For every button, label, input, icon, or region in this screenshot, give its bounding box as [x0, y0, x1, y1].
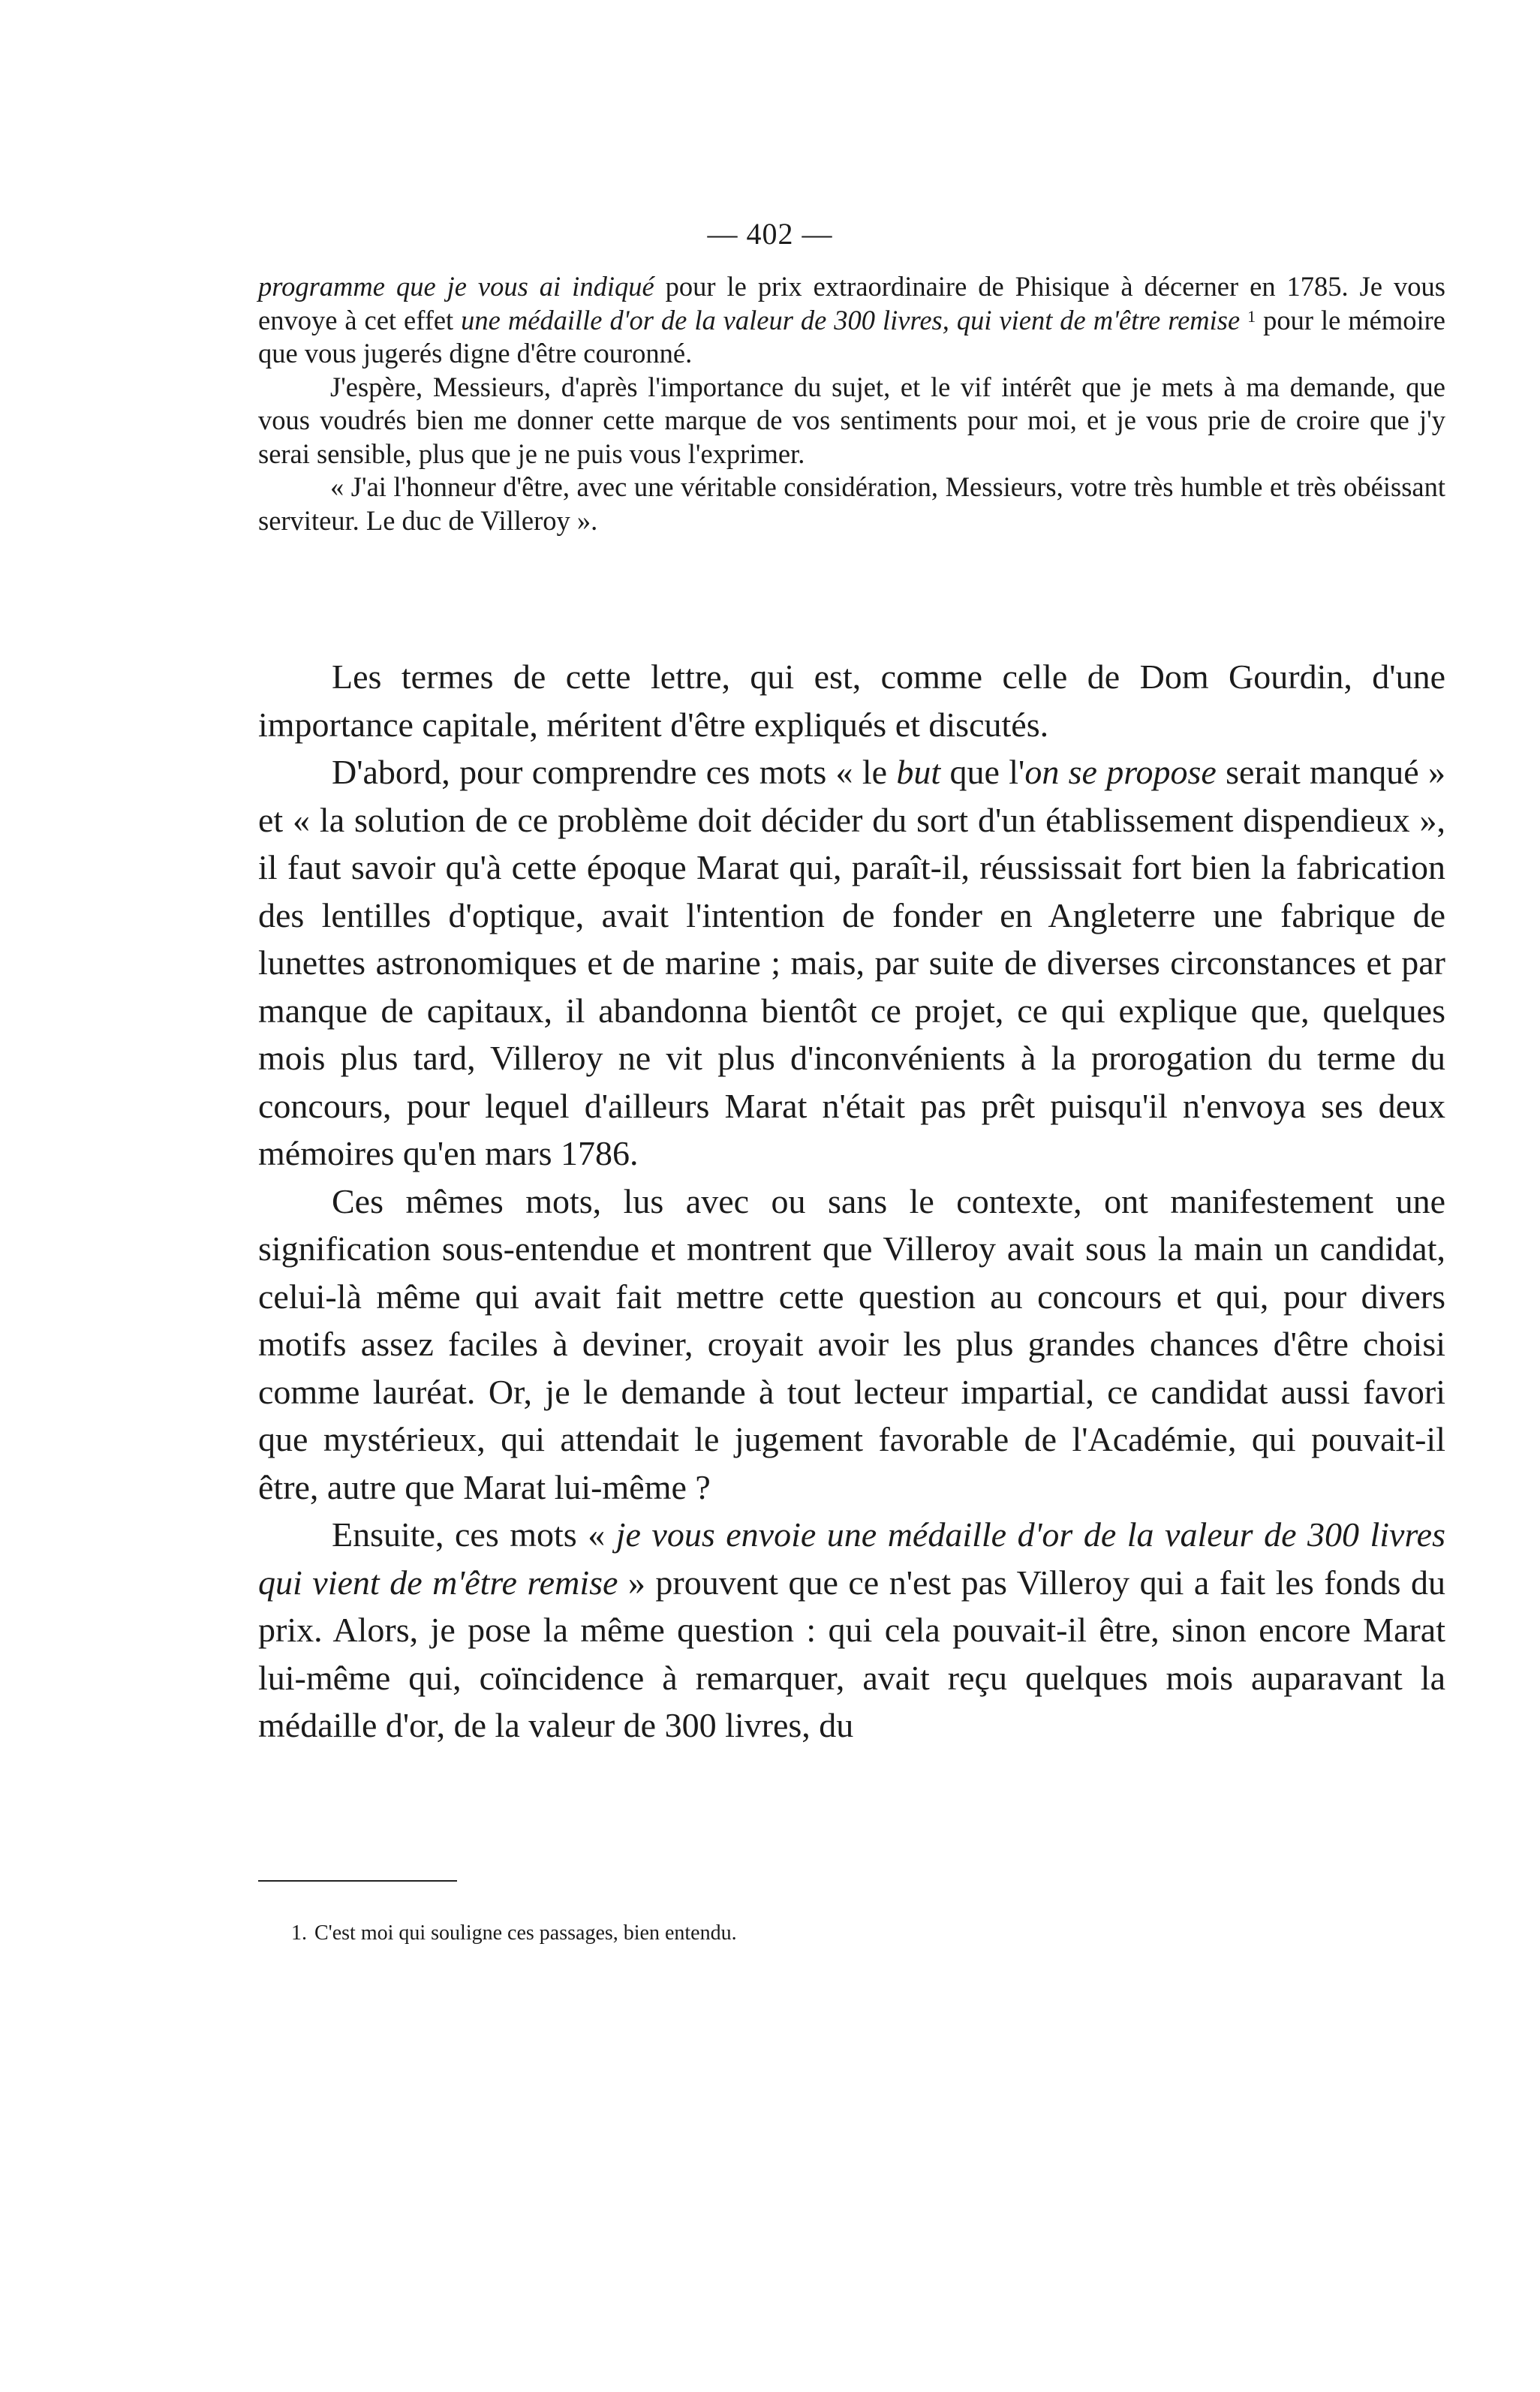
italic-phrase: programme que je vous ai indiqué — [258, 271, 654, 302]
italic-phrase: je vous envoie une médaille d'or de la valeur de 300 livres qui vient de m'être remise — [258, 1515, 1445, 1602]
body-paragraph-1: Les termes de cette lettre, qui est, comme celle de Dom Gourdin, d'une importance capitale, méritent d'être expliqués et discutés. — [258, 657, 1445, 744]
body-text: serait manqué » et « la solution de ce problème doit décider du sort d'un établissement dispendieux », il faut savoir qu'à cette époque Marat qui, paraît-il, réussissait fort bien la fabrication des lentilles d'optique, avait l'intention de fonder en Angleterre une fabrique de lunettes astronomiques et de marine ; mais, par suite de diverses circonstances et par manque de capitaux, il abandonna bientôt ce projet, ce qui explique que, quelques mois plus tard, Villeroy ne vit plus d'inconvénients à la prorogation du terme du concours, pour lequel d'ailleurs Marat n'était pas prêt puisqu'il n'envoya ses deux mémoires qu'en mars 1786. — [258, 753, 1445, 1172]
letter-paragraph-2: J'espère, Messieurs, d'après l'importance du sujet, et le vif intérêt que je mets à ma demande, que vous voudrés bien me donner cette marque de vos sentiments pour moi, et je vous prie de croire que j'y serai sensible, plus que je ne puis vous l'exprimer. — [258, 371, 1445, 469]
body-text: que l' — [940, 753, 1025, 791]
page-number: — 402 — — [707, 217, 833, 251]
main-text — [258, 653, 1445, 1750]
body-text: » prouvent que ce n'est pas Villeroy qui a fait les fonds du prix. Alors, je pose la même question : qui cela pouvait-il être, sinon encore Marat lui-même qui, coïncidence à remarquer, avait reçu quelques mois auparavant la médaille d'or, de la valeur de 300 livres, du — [258, 1563, 1445, 1744]
footnote — [258, 1920, 1445, 1947]
body-paragraph-3: Ces mêmes mots, lus avec ou sans le contexte, ont manifestement une signification sous-entendue et montrent que Villeroy avait sous la main un candidat, celui-là même qui avait fait mettre cette question au concours et qui, pour divers motifs assez faciles à deviner, croyait avoir les plus grandes chances d'être choisi comme lauréat. Or, je le demande à tout lecteur impartial, ce candidat aussi favori que mystérieux, qui attendait le jugement favorable de l'Académie, qui pouvait-il être, autre que Marat lui-même ? — [258, 1181, 1445, 1506]
letter-text: pour le mémoire que vous jugerés digne d'être couronné. — [258, 304, 1445, 369]
italic-word: but — [896, 753, 941, 791]
body-text: D'abord, pour comprendre ces mots « le — [332, 753, 897, 791]
footnote-text: C'est moi qui souligne ces passages, bien entendu. — [314, 1921, 737, 1945]
body-text: Ensuite, ces mots « — [332, 1515, 616, 1554]
letter-paragraph-1 — [258, 270, 1445, 371]
footnote-number: 1. — [291, 1921, 307, 1945]
body-paragraph-2 — [258, 748, 1445, 1178]
body-paragraph-4 — [258, 1511, 1445, 1750]
quoted-letter — [258, 270, 1445, 537]
letter-paragraph-3: « J'ai l'honneur d'être, avec une véritable considération, Messieurs, votre très humble et très obéissant serviteur. Le duc de Villeroy ». — [258, 471, 1445, 536]
footnote-reference: 1 — [1247, 306, 1256, 326]
italic-phrase: une médaille d'or de la valeur de 300 livres, qui vient de m'être remise — [461, 304, 1241, 335]
letter-text: pour le prix extraordinaire de Phisique à décerner en 1785. Je vous envoye à cet effet — [258, 271, 1445, 335]
italic-phrase: on se propose — [1024, 753, 1217, 791]
footnote-separator — [258, 1880, 457, 1882]
